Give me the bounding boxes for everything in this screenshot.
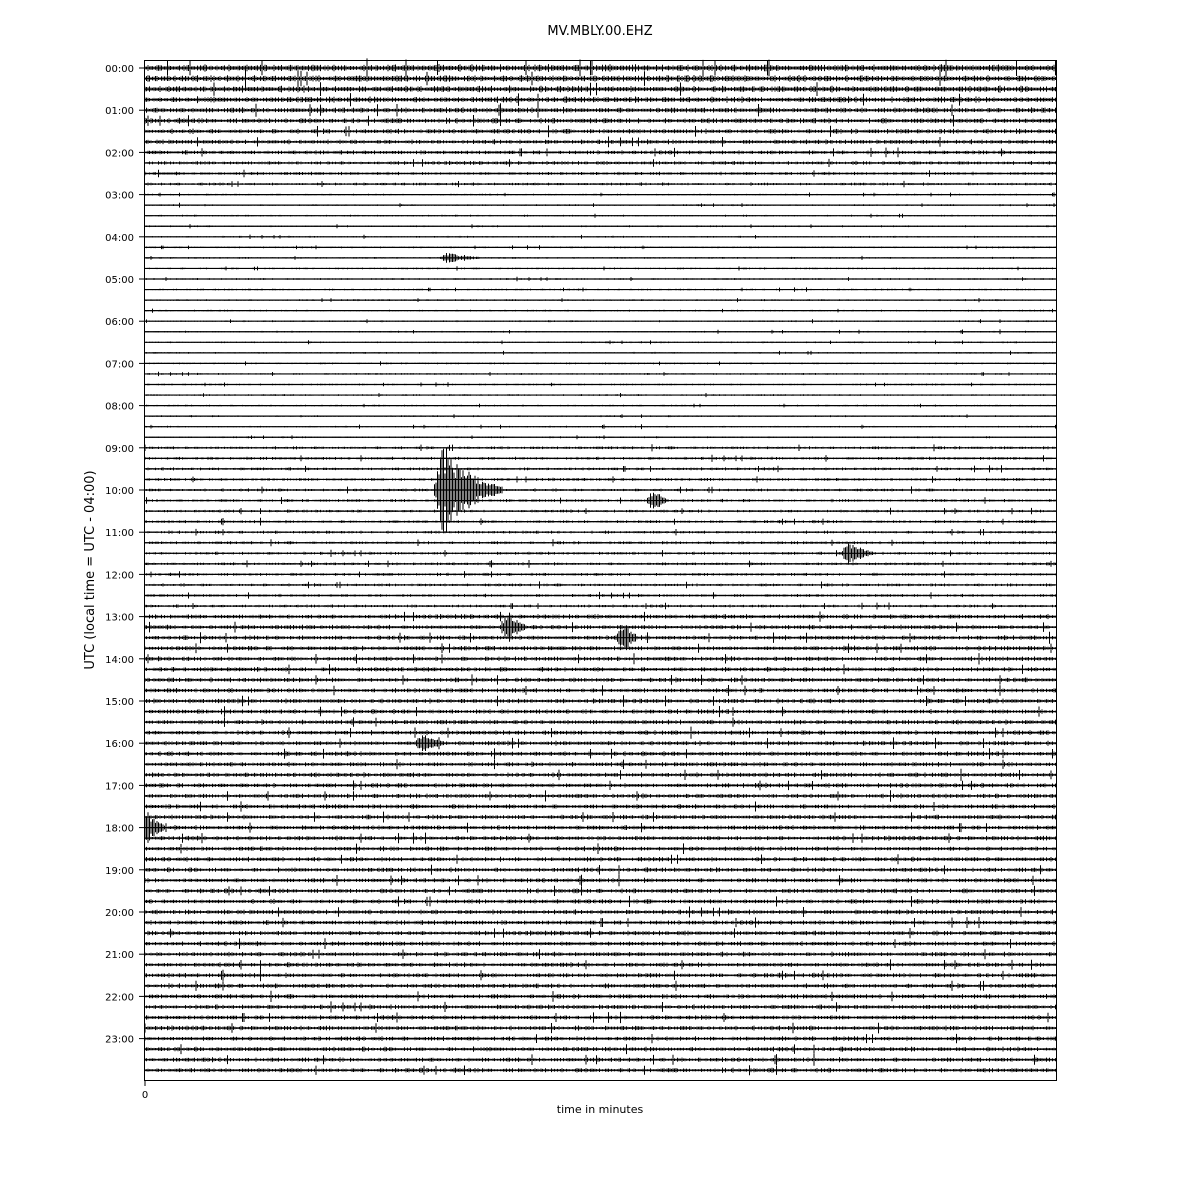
y-tick-label: 22:00 xyxy=(105,992,134,1004)
y-tick-label: 06:00 xyxy=(105,317,134,329)
y-tick-label: 12:00 xyxy=(105,570,134,582)
y-tick-label: 03:00 xyxy=(105,190,134,202)
y-tick-label: 23:00 xyxy=(105,1034,134,1046)
y-tick-label: 17:00 xyxy=(105,781,134,793)
y-tick-label: 14:00 xyxy=(105,654,134,666)
y-tick-label: 10:00 xyxy=(105,486,134,497)
y-tick-label: 16:00 xyxy=(105,739,134,751)
y-tick-label: 00:00 xyxy=(105,64,134,75)
y-axis-label: UTC (local time = UTC - 04:00) xyxy=(83,470,98,670)
y-tick-label: 13:00 xyxy=(105,612,134,624)
y-tick-label: 18:00 xyxy=(105,823,134,835)
x-axis-label: time in minutes xyxy=(556,1103,644,1116)
y-tick-label: 15:00 xyxy=(105,697,134,708)
chart-title: MV.MBLY.00.EHZ xyxy=(547,24,653,39)
y-tick-label: 08:00 xyxy=(105,401,134,413)
y-tick-label: 11:00 xyxy=(105,528,134,540)
y-tick-label: 01:00 xyxy=(105,106,134,118)
y-tick-label: 04:00 xyxy=(105,232,134,244)
x-tick-label: 0 xyxy=(141,1090,149,1101)
y-tick-label: 19:00 xyxy=(105,865,134,877)
y-tick-label: 21:00 xyxy=(105,950,134,962)
y-tick-label: 02:00 xyxy=(105,148,134,160)
y-tick-label: 05:00 xyxy=(105,275,134,286)
y-tick-label: 09:00 xyxy=(105,443,134,455)
y-tick-label: 20:00 xyxy=(105,908,134,919)
y-tick-label: 07:00 xyxy=(105,359,134,371)
